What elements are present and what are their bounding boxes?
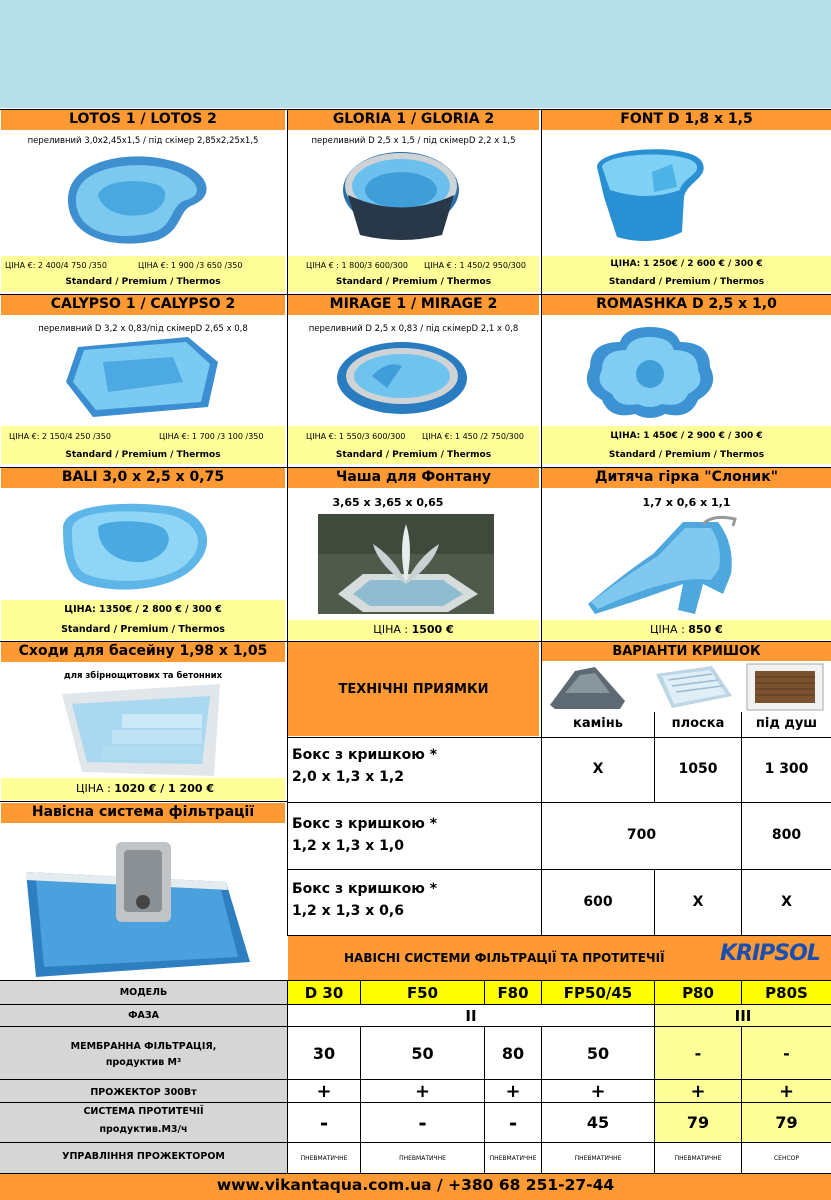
fountain-price-value: 1500 €: [411, 623, 454, 636]
model-p80s: P80S: [765, 984, 808, 1002]
control-f80: ПНЕВМАТИЧНЕ: [489, 1154, 537, 1162]
divider: [0, 1026, 831, 1027]
divider: [287, 980, 288, 1174]
footer-bar: [0, 1174, 831, 1200]
tech-row-2-line2: 1,2 х 1,3 х 1,0: [292, 838, 404, 854]
light-fp5045: +: [590, 1080, 606, 1102]
divider: [0, 467, 831, 468]
font-pool-image: [592, 142, 712, 247]
font-price: ЦІНА: 1 250€ / 2 600 € / 300 €: [610, 259, 763, 269]
mirage-title: MIRAGE 1 / MIRAGE 2: [288, 295, 539, 315]
fountain-title: Чаша для Фонтану: [288, 468, 539, 488]
font-price-box: [542, 256, 831, 292]
lotos-price1: ЦІНА €: 2 400/4 750 /350: [5, 261, 107, 270]
lotos-price-box: [1, 256, 285, 292]
gloria-types: Standard / Premium / Thermos: [335, 277, 492, 287]
lid-flat-image: [652, 664, 734, 709]
mirage-price-box: [288, 426, 539, 464]
mirage-price2: ЦІНА €: 1 450 /2 750/300: [422, 432, 524, 441]
divider: [0, 1079, 831, 1080]
stairs-price-label: ЦІНА :: [76, 782, 115, 795]
stairs-price-value: 1020 € / 1 200 €: [114, 782, 214, 795]
romashka-title: ROMASHKA D 2,5 x 1,0: [542, 295, 831, 315]
romashka-price: ЦІНА: 1 450€ / 2 900 € / 300 €: [610, 431, 763, 441]
phase-label: ФАЗА: [128, 1010, 159, 1021]
fountain-price-label: ЦІНА :: [373, 623, 412, 636]
membrane-fp5045: 50: [586, 1043, 610, 1063]
membrane-p80: -: [694, 1043, 702, 1063]
counter-p80s: 79: [775, 1113, 798, 1132]
bali-title: BALI 3,0 x 2,5 x 0,75: [1, 468, 285, 488]
calypso-price1: ЦІНА €: 2 150/4 250 /350: [9, 432, 111, 441]
tech-row-3-shower: X: [781, 894, 792, 910]
mirage-price1: ЦІНА €: 1 550/3 600/300: [306, 432, 406, 441]
filter-system-image: [26, 832, 250, 977]
membrane-label-1: МЕМБРАННА ФІЛЬТРАЦІЯ,: [70, 1041, 217, 1052]
filter-title: Навісна система фільтрації: [1, 803, 285, 823]
lotos-title: LOTOS 1 / LOTOS 2: [1, 110, 285, 130]
lotos-types: Standard / Premium / Thermos: [65, 277, 221, 287]
control-f50: ПНЕВМАТИЧНЕ: [399, 1154, 446, 1162]
divider: [360, 1026, 361, 1174]
counter-d30: -: [319, 1110, 329, 1135]
divider: [0, 980, 831, 981]
divider: [741, 980, 742, 1005]
divider: [741, 1026, 742, 1174]
tech-row-2-stone-flat: 700: [626, 827, 657, 843]
mirage-desc: переливний D 2,5 х 0,83 / під скімерD 2,1 х 0,8: [308, 324, 519, 334]
mirage-types: Standard / Premium / Thermos: [335, 450, 492, 460]
phase-3: III: [734, 1006, 752, 1025]
gloria-title: GLORIA 1 / GLORIA 2: [288, 110, 539, 130]
divider: [0, 641, 831, 642]
lid-shower-image: [745, 662, 825, 712]
counter-label-2: продуктив.М3/ч: [99, 1124, 188, 1135]
slide-price-value: 850 €: [688, 623, 723, 636]
tech-title: ТЕХНІЧНІ ПРИЯМКИ: [338, 681, 489, 697]
calypso-pool-image: [58, 332, 226, 420]
divider: [288, 869, 831, 870]
light-d30: +: [316, 1080, 332, 1102]
tech-row-2-line1: Бокс з кришкою *: [292, 816, 438, 832]
divider: [0, 294, 831, 295]
tech-row-1-line1: Бокс з кришкою *: [292, 747, 438, 763]
tech-row-1-line2: 2,0 х 1,3 х 1,2: [292, 769, 404, 785]
counter-f50: -: [418, 1110, 427, 1135]
slide-image: [583, 514, 739, 620]
tech-row-1-label: [292, 744, 437, 788]
font-title: FONT D 1,8 x 1,5: [542, 110, 831, 130]
bali-price-box: [1, 600, 285, 640]
divider: [288, 802, 831, 803]
divider: [741, 712, 742, 936]
calypso-price2: ЦІНА €: 1 700 /3 100 /350: [159, 432, 264, 441]
lotos-pool-image: [58, 150, 218, 250]
membrane-label-2: продуктив M³: [105, 1057, 182, 1068]
control-p80: ПНЕВМАТИЧНЕ: [674, 1154, 722, 1162]
divider: [541, 109, 542, 642]
tech-title-cell: [288, 642, 539, 736]
tech-row-1-stone: X: [592, 761, 604, 777]
tech-row-3-line2: 1,2 х 1,3 х 0,6: [292, 903, 404, 919]
model-fp5045: FP50/45: [563, 984, 633, 1002]
systems-title: НАВІСНІ СИСТЕМИ ФІЛЬТРАЦІЇ ТА ПРОТИТЕЧІЇ: [344, 951, 665, 965]
gloria-desc: переливний D 2,5 х 1,5 / під скімерD 2,2 х 1,5: [311, 136, 516, 146]
divider: [541, 642, 542, 936]
light-p80s: +: [778, 1080, 795, 1102]
divider: [654, 869, 655, 935]
lotos-price2: ЦІНА €: 1 900 /3 650 /350: [138, 261, 243, 270]
slide-price-label: ЦІНА :: [650, 623, 689, 636]
romashka-types: Standard / Premium / Thermos: [608, 450, 765, 460]
control-p80s: СЕНСОР: [773, 1154, 800, 1162]
control-d30: ПНЕВМАТИЧНЕ: [300, 1154, 348, 1162]
divider: [287, 642, 288, 936]
slide-title: Дитяча гірка "Слоник": [542, 468, 831, 488]
divider: [484, 980, 485, 1005]
divider: [287, 109, 288, 642]
romashka-price-box: [542, 426, 831, 464]
light-f80: +: [505, 1080, 521, 1102]
lid-label-flat: плоска: [671, 716, 725, 731]
footer-website-phone[interactable]: www.vikantaqua.com.ua / +380 68 251-27-44: [216, 1176, 615, 1194]
divider: [0, 1102, 831, 1103]
control-fp5045: ПНЕВМАТИЧНЕ: [574, 1154, 622, 1162]
calypso-desc: переливний D 3,2 х 0,83/під скімерD 2,65 х 0,8: [38, 324, 248, 334]
slide-size: 1,7 х 0,6 х 1,1: [642, 496, 731, 509]
systems-title-bar: [288, 936, 831, 980]
counter-label-1: СИСТЕМА ПРОТИТЕЧІЇ: [83, 1106, 204, 1117]
divider: [541, 980, 542, 1005]
font-types: Standard / Premium / Thermos: [608, 277, 765, 287]
bali-types: Standard / Premium / Thermos: [61, 624, 225, 635]
tech-row-1-shower: 1 300: [764, 761, 809, 777]
light-label: ПРОЖЕКТОР 300Вт: [90, 1087, 197, 1098]
fountain-size: 3,65 х 3,65 х 0,65: [332, 496, 444, 509]
phase-2: II: [465, 1006, 477, 1025]
slide-price: [650, 623, 723, 636]
divider: [0, 1004, 831, 1005]
gloria-price2: ЦІНА € : 1 450/2 950/300: [424, 261, 526, 270]
divider: [288, 737, 831, 738]
bali-pool-image: [58, 498, 218, 598]
gloria-price1: ЦІНА € : 1 800/3 600/300: [306, 261, 408, 270]
tech-row-1-flat: 1050: [678, 761, 718, 777]
calypso-price-box: [1, 426, 285, 464]
membrane-f80: 80: [501, 1043, 525, 1063]
counter-f80: -: [508, 1110, 518, 1135]
tech-row-2-label: [292, 813, 437, 857]
bali-price: ЦІНА: 1350€ / 2 800 € / 300 €: [64, 604, 222, 615]
divider: [0, 801, 288, 802]
divider: [654, 712, 655, 802]
kripsol-logo: KRIPSOL: [720, 941, 820, 966]
stairs-image: [62, 684, 220, 776]
romashka-pool-image: [580, 322, 720, 422]
fountain-price: [288, 623, 539, 636]
model-label: МОДЕЛЬ: [119, 987, 168, 998]
divider: [654, 980, 655, 1174]
tech-row-3-stone: 600: [583, 894, 613, 910]
lid-label-shower: під душ: [755, 716, 818, 731]
tech-row-2-shower: 800: [771, 827, 802, 843]
light-f50: +: [414, 1080, 431, 1102]
membrane-d30: 30: [312, 1043, 336, 1063]
lid-stone-image: [545, 663, 630, 711]
divider: [484, 1026, 485, 1174]
divider: [541, 1026, 542, 1174]
calypso-title: CALYPSO 1 / CALYPSO 2: [1, 295, 285, 315]
gloria-pool-image: [340, 150, 462, 245]
model-f50: F50: [406, 984, 439, 1002]
fountain-price-box: [288, 620, 539, 640]
lotos-desc: переливний 3,0х2,45х1,5 / під скімер 2,85х2,25х1,5: [27, 136, 259, 146]
counter-p80: 79: [686, 1113, 710, 1132]
fountain-photo: [318, 514, 494, 614]
membrane-p80s: -: [783, 1043, 790, 1063]
lid-label-stone: камінь: [573, 716, 623, 731]
lids-title: ВАРІАНТИ КРИШОК: [542, 642, 831, 661]
model-p80: P80: [682, 984, 714, 1002]
tech-row-3-line1: Бокс з кришкою *: [292, 881, 438, 897]
stairs-desc: для збірнощитових та бетонних: [63, 671, 223, 681]
stairs-title: Сходи для басейну 1,98 x 1,05: [1, 642, 285, 662]
tech-row-3-label: [292, 878, 437, 922]
model-d30: D 30: [304, 984, 344, 1002]
stairs-price-box: [1, 778, 285, 800]
membrane-f50: 50: [411, 1043, 434, 1063]
mirage-pool-image: [332, 338, 472, 420]
calypso-types: Standard / Premium / Thermos: [65, 450, 221, 460]
counter-fp5045: 45: [586, 1113, 610, 1132]
tech-row-3-flat: X: [692, 894, 704, 910]
model-f80: F80: [497, 984, 529, 1002]
slide-price-box: [542, 620, 831, 640]
stairs-price: [76, 782, 214, 795]
light-p80: +: [690, 1080, 706, 1102]
divider: [0, 1142, 831, 1143]
top-banner: [0, 0, 831, 108]
divider: [0, 109, 831, 110]
gloria-price-box: [288, 256, 539, 292]
divider: [360, 980, 361, 1005]
control-label: УПРАВЛІННЯ ПРОЖЕКТОРОМ: [62, 1151, 225, 1162]
